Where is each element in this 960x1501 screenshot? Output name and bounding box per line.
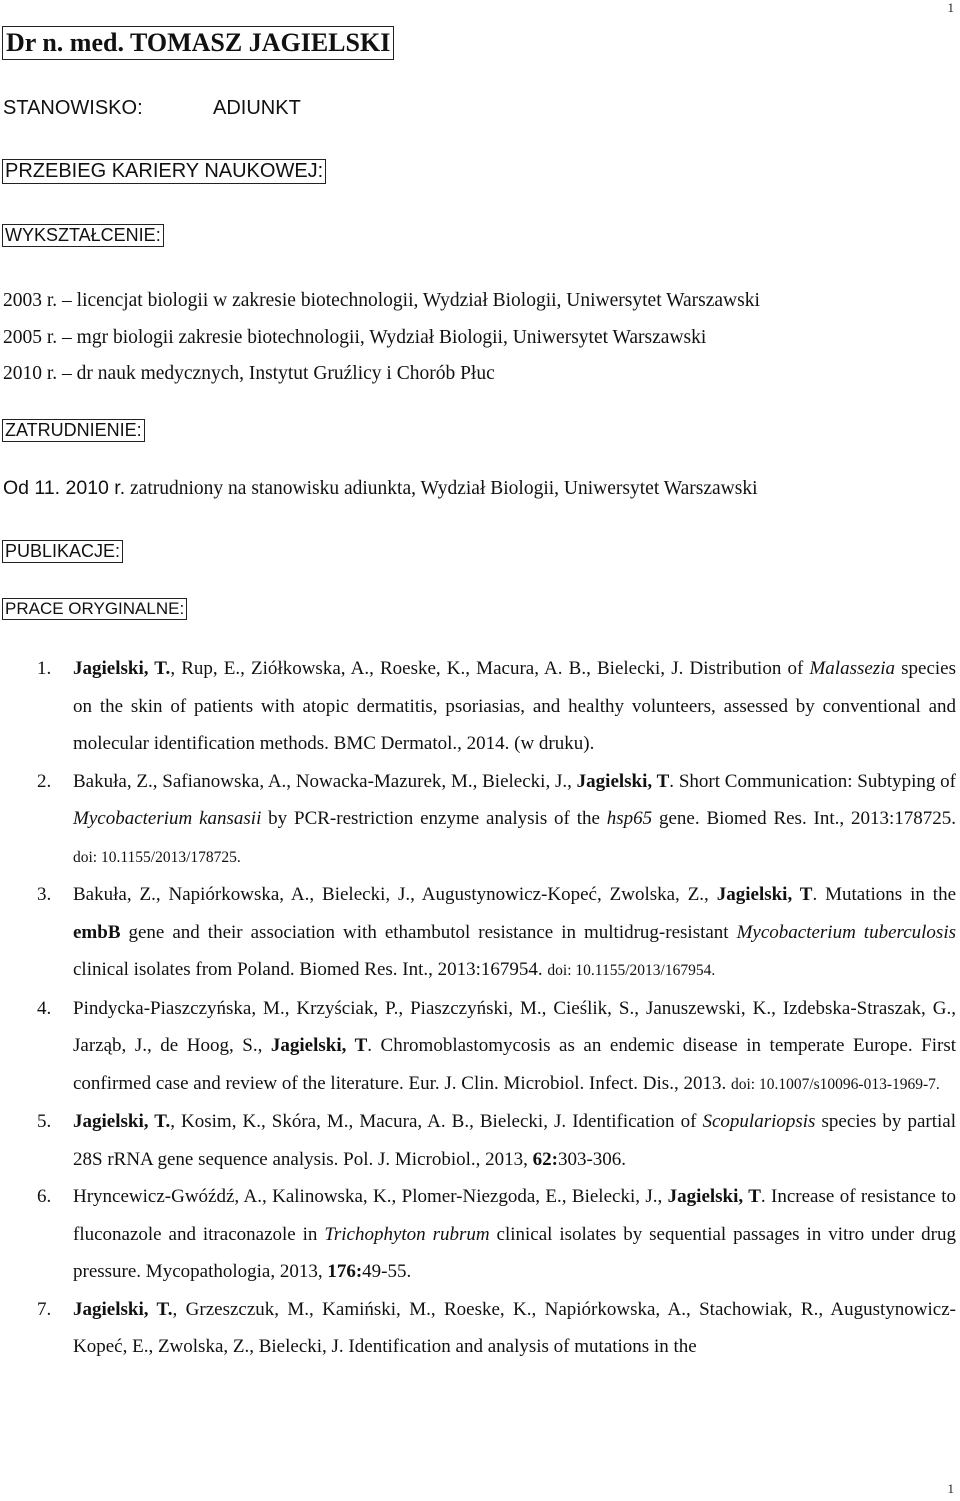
publication-text: Jagielski, T. [73, 658, 171, 679]
publication-text: , Kosim, K., Skóra, M., Macura, A. B., Bielecki, J. Identification of [170, 1111, 703, 1132]
employment-heading: ZATRUDNIENIE: [2, 419, 145, 442]
publication-item [0, 876, 960, 990]
publication-text: Jagielski, T [270, 1035, 368, 1056]
publication-list [0, 650, 960, 1366]
publication-item [0, 763, 960, 877]
publication-text: Bakuła, Z., Napiórkowska, A., Bielecki, J., Augustynowicz-Kopeć, Zwolska, Z., [73, 884, 717, 905]
publication-number: 5. [37, 1111, 52, 1132]
page-title: Dr n. med. TOMASZ JAGIELSKI [2, 26, 394, 60]
career-heading: PRZEBIEG KARIERY NAUKOWEJ: [2, 159, 326, 184]
publication-text: Mycobacterium kansasii [73, 808, 262, 829]
publication-text: Trichophyton rubrum [324, 1223, 490, 1245]
publication-text: Hryncewicz-Gwóźdź, A., Kalinowska, K., Plomer-Niezgoda, E., Bielecki, J., [73, 1186, 668, 1207]
publication-text: Jagielski, T. [73, 1111, 171, 1132]
publication-text: species by partial 28S rRNA gene sequence analysis. Pol. J. Microbiol., 2013, [73, 1111, 956, 1170]
publication-text: Jagielski, T [667, 1186, 761, 1207]
publication-text: . Mutations in the [812, 884, 957, 905]
publication-text: . Chromoblastomycosis as an endemic disease in temperate Europe. First confirmed case and review of the literature. Eur. J. Clin. Microbiol. Infect. Dis., 2013. [73, 1035, 957, 1094]
publication-text: gene. Biomed Res. Int., 2013:178725. [652, 808, 956, 829]
publication-text: embB [73, 921, 121, 943]
position-value: ADIUNKT [213, 97, 301, 119]
publication-text: Scopulariopsis [702, 1111, 816, 1132]
publication-number: 1. [37, 658, 52, 679]
publication-doi: doi: 10.1155/2013/167954. [547, 962, 716, 979]
publication-text: . Increase of resistance to fluconazole and itraconazole in [73, 1186, 957, 1245]
publication-doi: doi: 10.1155/2013/178725. [73, 848, 241, 866]
employment-text: zatrudniony na stanowisku adiunkta, Wydział Biologii, Uniwersytet Warszawski [125, 478, 758, 499]
publication-number: 2. [37, 770, 52, 792]
publication-number: 7. [37, 1298, 52, 1320]
publication-text: 49-55. [362, 1261, 412, 1282]
publication-item [0, 990, 960, 1104]
publication-text: clinical isolates from Poland. Biomed Res. Int., 2013:167954. [73, 959, 548, 980]
publication-text: Malassezia [809, 658, 895, 679]
publication-text: by PCR-restriction enzyme analysis of the [261, 808, 607, 829]
publication-doi: doi: 10.1007/s10096-013-1969-7. [730, 1075, 940, 1093]
publication-text: Jagielski, T [576, 770, 670, 792]
original-works-heading: PRACE ORYGINALNE: [2, 598, 187, 620]
publication-text: Pindycka-Piaszczyńska, M., Krzyściak, P., Piaszczyński, M., Cieślik, S., Januszewski, K., Izdebska-Straszak, G., Jarząb, J., de Hoog, S., [73, 997, 956, 1056]
education-item: 2005 r. – mgr biologii zakresie biotechnologii, Wydział Biologii, Uniwersytet Warszawski [3, 326, 707, 348]
employment-date: Od 11. 2010 r. [3, 477, 126, 499]
page-number-top: 1 [947, 0, 954, 15]
education-item: 2010 r. – dr nauk medycznych, Instytut Gruźlicy i Chorób Płuc [3, 363, 495, 384]
employment-entry [3, 477, 758, 500]
publication-number: 3. [37, 884, 52, 905]
publication-text: . Short Communication: Subtyping of [669, 770, 957, 792]
publication-text: 303-306. [557, 1148, 627, 1170]
publications-heading: PUBLIKACJE: [2, 540, 123, 563]
position-label: STANOWISKO: [3, 97, 143, 119]
publication-text: Jagielski, T [716, 884, 813, 905]
education-item: 2003 r. – licencjat biologii w zakresie biotechnologii, Wydział Biologii, Uniwersytet Warszawski [3, 290, 760, 311]
publication-text: gene and their association with ethambutol resistance in multidrug-resistant [120, 921, 737, 943]
publication-number: 4. [37, 997, 52, 1019]
publication-text: , Grzeszczuk, M., Kamiński, M., Roeske, K., Napiórkowska, A., Stachowiak, R., Augustynowicz-Kopeć, E., Zwolska, Z., Bielecki, J. Identification and analysis of mutations in the [73, 1298, 956, 1357]
publication-number: 6. [37, 1186, 52, 1207]
publication-item [0, 650, 960, 763]
publication-text: Jagielski, T. [73, 1298, 173, 1320]
publication-text: clinical isolates by sequential passages in vitro under drug pressure. Mycopathologia, 2013, [73, 1223, 956, 1282]
education-list [3, 283, 760, 393]
publication-text: Bakuła, Z., Safianowska, A., Nowacka-Mazurek, M., Bielecki, J., [73, 770, 577, 792]
publication-text: Mycobacterium tuberculosis [736, 921, 956, 943]
publication-item [0, 1103, 960, 1178]
publication-text: 176: [327, 1261, 363, 1282]
publication-item [0, 1291, 960, 1366]
position-row [3, 97, 301, 120]
publication-text: hsp65 [606, 808, 653, 829]
publication-text: species on the skin of patients with atopic dermatitis, psoriasias, and healthy volunteers, assessed by conventional and molecular identification methods. BMC Dermatol., 2014. (w druku). [73, 658, 956, 754]
publication-text: 62: [532, 1148, 558, 1170]
page-number-bottom: 1 [947, 1481, 954, 1496]
publication-item [0, 1178, 960, 1291]
education-heading: WYKSZTAŁCENIE: [2, 224, 164, 247]
publication-text: , Rup, E., Ziółkowska, A., Roeske, K., Macura, A. B., Bielecki, J. Distribution of [170, 658, 810, 679]
